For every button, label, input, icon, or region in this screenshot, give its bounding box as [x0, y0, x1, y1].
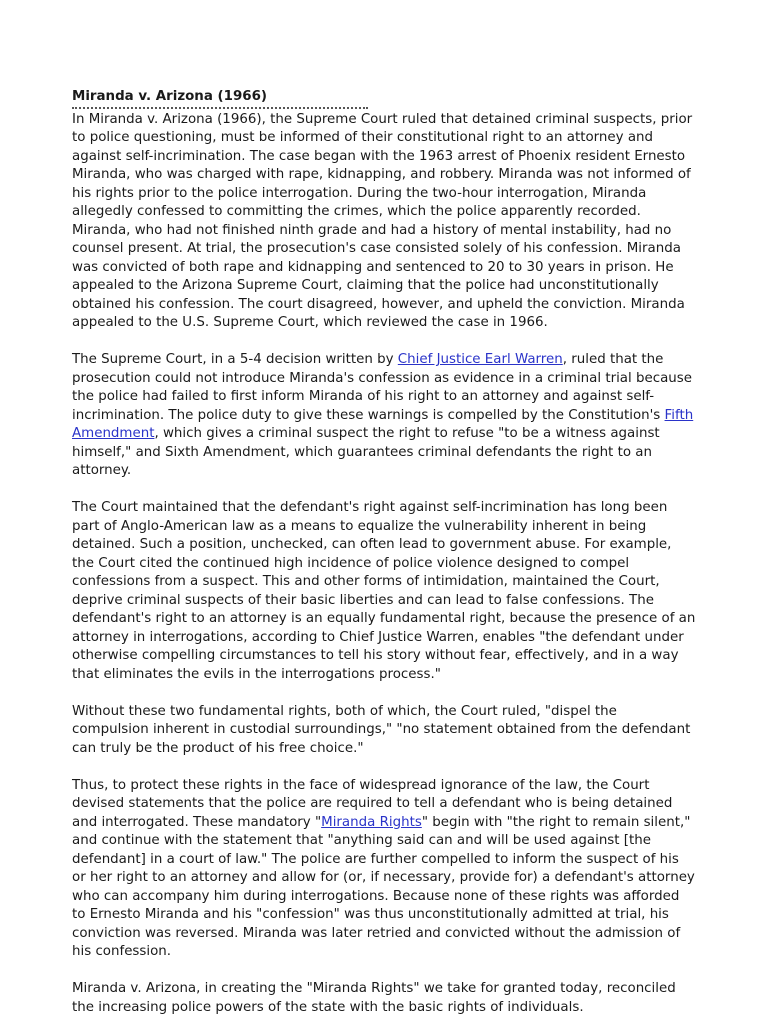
paragraph-3: The Court maintained that the defendant's right against self-incrimination has long been part of Anglo-American law as a means to equalize the vulnerability inherent in being detained. Such a position, unchecked, can often lead to government abuse. For example, the Court cited the continued high incidence of police violence designed to compel confessions from a suspect. This and other forms of intimidation, maintained the Court, deprive criminal suspects of their basic liberties and can lead to false confessions. The defendant's right to an attorney is an equally fundamental right, because the presence of an attorney in interrogations, according to Chief Justice Warren, enables "the defendant under otherwise compelling circumstances to tell his story without fear, effectively, and in a way that eliminates the evils in the interrogations process." [72, 500, 696, 682]
paragraph-5 [72, 777, 696, 962]
paragraph-2-text-a: The Supreme Court, in a 5-4 decision written by [72, 352, 398, 367]
paragraph-2-text-c: , which gives a criminal suspect the right to refuse "to be a witness against himself," and Sixth Amendment, which guarantees criminal defendants the right to an attorney. [72, 426, 660, 478]
paragraph-5-text-b: " begin with "the right to remain silent," and continue with the statement that "anything said can and will be used against [the defendant] in a court of law." The police are further compelled to inform the suspect of his or her right to an attorney and allow for (or, if necessary, provide for) a defendant's attorney who can accompany him during interrogations. Because none of these rights was afforded to Ernesto Miranda and his "confession" was thus unconstitutionally admitted at trial, his conviction was reversed. Miranda was later retried and convicted without the admission of his confession. [72, 814, 695, 959]
paragraph-4: Without these two fundamental rights, both of which, the Court ruled, "dispel the compulsion inherent in custodial surroundings," "no statement obtained from the defendant can truly be the product of his free choice." [72, 703, 691, 756]
document-body [72, 88, 696, 1036]
paragraph-2 [72, 351, 696, 481]
title-dotted-underline [72, 107, 368, 109]
fifth-amendment-link[interactable]: Fifth Amendment [72, 407, 694, 441]
paragraph-2-text-b: , ruled that the prosecution could not introduce Miranda's confession as evidence in a criminal trial because the police had failed to first inform Miranda of his right to an attorney and against self-incrimination. The police duty to give these warnings is compelled by the Constitution's [72, 352, 692, 423]
document-title: Miranda v. Arizona (1966) [72, 89, 268, 104]
paragraph-6: Miranda v. Arizona, in creating the "Miranda Rights" we take for granted today, reconciled the increasing police powers of the state with the basic rights of individuals. [72, 981, 676, 1015]
paragraph-1: In Miranda v. Arizona (1966), the Supreme Court ruled that detained criminal suspects, prior to police questioning, must be informed of their constitutional right to an attorney and against self-incrimination. The case began with the 1963 arrest of Phoenix resident Ernesto Miranda, who was charged with rape, kidnapping, and robbery. Miranda was not informed of his rights prior to the police interrogation. During the two-hour interrogation, Miranda allegedly confessed to committing the crimes, which the police apparently recorded. Miranda, who had not finished ninth grade and had a history of mental instability, had no counsel present. At trial, the prosecution's case consisted solely of his confession. Miranda was convicted of both rape and kidnapping and sentenced to 20 to 30 years in prison. He appealed to the Arizona Supreme Court, claiming that the police had unconstitutionally obtained his confession. The court disagreed, however, and upheld the conviction. Miranda appealed to the U.S. Supreme Court, which reviewed the case in 1966. [72, 111, 693, 330]
miranda-rights-link[interactable]: Miranda Rights [321, 814, 422, 830]
paragraph-5-text-a: Thus, to protect these rights in the face of widespread ignorance of the law, the Court devised statements that the police are required to tell a defendant who is being detained and interrogated. These mandatory " [72, 777, 673, 830]
chief-justice-earl-warren-link[interactable]: Chief Justice Earl Warren [397, 352, 563, 367]
